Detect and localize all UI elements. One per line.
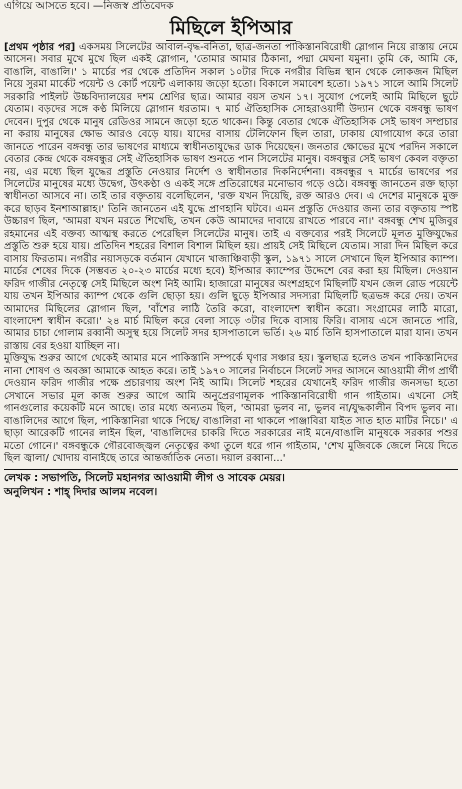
author-credit: লেখক : সভাপতি, সিলেট মহানগর আওয়ামী লীগ ও সাবেক মেয়র। xyxy=(4,472,285,485)
paragraph-2-text: মুক্তিযুদ্ধ শুরুর আগে থেকেই আমার মনে পাকিস্তানি সম্পর্কে ঘৃণার সঞ্চার হয়। স্কুলছাত্র হলেও তখন পাকিস্তানিদের নানা শোষণ ও অবজ্ঞা আমাকে আহত করে। তাই ১৯৭০ সালের নির্বাচনে সিলেট সদর আসনে আওয়ামী লীগ প্রার্থী দেওয়ান ফরিদ গাজীর পক্ষে প্রচারণায় অংশ নিই আমি। সিলেট শহরের যেখানেই ফরিদ গাজীর জনসভা হতো সেখানে সভার মূল কাজ শুরুর আগে আমি অনুপ্রেরণামূলক পাকিস্তানবিরোধী গান গাইতাম। এখনো সেই গানগুলোর কয়েকটি মনে আছে। তার মধ্যে অন্যতম ছিল, 'আমরা ভুলব না, ভুলব না/যুদ্ধকালীন বিপদ ভুলব না। বাঙালিদের আগে ছিল, পাকিস্তানিরা থাকে পিছে/ বাঙালিরা না থাকলে পাঞ্জাবিরা যাইত সাত হাত মাটির নিচে।' এ ছাড়া আরেকটি গানের লাইন ছিল, 'বাঙালিদের চাকরি দিতে সরকারের নাই মনে/বাঙালি মানুষকে সরকার পশুর মতো গোনে।' বঙ্গবন্ধুকে গৌরবোজ্জ্বল নেতৃত্বের কথা তুলে ধরে গান গাইতাম, 'শেখ মুজিবকে জেলে নিয়ে দিতে ছিল জ্বালা/ খোদায় বানাইছে তারে আন্তর্জাতিক নেতা। দয়াল রব্বানা...' xyxy=(4,353,458,464)
previous-article-tail: এগিয়ে আসতে হবে। —নিজস্ব প্রতিবেদক xyxy=(4,0,174,12)
footer-divider xyxy=(4,469,458,470)
article-paragraph-1 xyxy=(4,42,458,353)
continued-from-tag: [প্রথম পৃষ্ঠার পর] xyxy=(4,42,76,53)
paragraph-1-text: একসময় সিলেটের আবাল-বৃদ্ধ-বনিতা, ছাত্র-জনতা পাকিস্তানবিরোধী স্লোগান নিয়ে রাস্তায় নেমে আসেন। সবার মুখে মুখে ছিল একই স্লোগান, 'তোমার আমার ঠিকানা, পদ্মা মেঘনা যমুনা। তুমি কে, আমি কে, বাঙালি, বাঙালি।' ১ মার্চের পর থেকে প্রতিদিন সকাল ১০টার দিকে নগরীর বিভিন্ন স্থান থেকে লোকজন মিছিল নিয়ে সুরমা মার্কেট পয়েন্ট ও কোর্ট পয়েন্ট এলাকায় জড়ো হতো। বিকালে সমাবেশ হতো। ১৯৭১ সালে আমি সিলেট সরকারি পাইলট উচ্চবিদ্যালয়ের দশম শ্রেণির ছাত্র। আমার বয়স তখন ১৭। সুযোগ পেলেই আমি মিছিলে ছুটে যেতাম। বড়দের সঙ্গে কণ্ঠ মিলিয়ে স্লোগান ধরতাম। ৭ মার্চ ঐতিহাসিক সোহরাওয়ার্দী উদ্যান থেকে বঙ্গবন্ধু ভাষণ দেবেন। দুপুর থেকে মানুষ রেডিওর সামনে জড়ো হতে থাকেন। কিন্তু বেতার থেকে ঐতিহাসিক সেই ভাষণ সম্প্রচার না করায় মানুষের ক্ষোভ আরও বেড়ে যায়। যাদের বাসায় টেলিফোন ছিল তারা, ঢাকায় যোগাযোগ করে তারা জানতে পারেন বঙ্গবন্ধু তার ভাষণের মাধ্যমে স্বাধীনতাযুদ্ধের ডাক দিয়েছেন। জনতার ক্ষোভের মুখে পরদিন সকালে বেতার কেন্দ্র থেকে বঙ্গবন্ধুর সেই ঐতিহাসিক ভাষণ শুনতে পান সিলেটের মানুষ। বঙ্গবন্ধুর সেই ভাষণ কেবল বক্তৃতা নয়, এর মধ্যে ছিল যুদ্ধের প্রস্তুতি নেওয়ার নির্দেশ ও স্বাধীনতার দিকনির্দেশনা। বঙ্গবন্ধুর ৭ মার্চের ভাষণের পর সিলেটের মানুষের মধ্যে উদ্বেগ, উৎকণ্ঠা ও একই সঙ্গে প্রতিরোধের মনোভাব গড়ে ওঠে। বঙ্গবন্ধু জানতেন রক্ত ছাড়া স্বাধীনতা আসবে না। তাই তার বক্তৃতায় বলেছিলেন, 'রক্ত যখন দিয়েছি, রক্ত আরও দেব। এ দেশের মানুষকে মুক্ত করে ছাড়ব ইনশাআল্লাহ।' তিনি জানতেন এই যুদ্ধে প্রাণহানি ঘটবে। এমন প্রস্তুতি দেওয়ার জন্য তার বক্তৃতায় স্পষ্ট উচ্চারণ ছিল, 'আমরা যখন মরতে শিখেছি, তখন কেউ আমাদের দাবায়ে রাখতে পারবে না।' বঙ্গবন্ধু শেখ মুজিবুর রহমানের এই বক্তব্য আত্মস্থ করতে পেরেছিল সিলেটের মানুষ। তাই এ বক্তব্যের পরই সিলেটে মূলত মুক্তিযুদ্ধের প্রস্তুতি শুরু হয়ে যায়। প্রতিদিন শহরের বিশাল বিশাল মিছিল হয়। প্রায়ই সেই মিছিলে যেতাম। সারা দিন মিছিল করে বাসায় ফিরতাম। নগরীর নয়াসড়কে বর্তমান যেখানে খাজাঞ্চিবাড়ী স্কুল, ১৯৭১ সালে সেখানে ছিল ইপিআর ক্যাম্প। মার্চের শেষের দিকে (সম্ভবত ২০-২৩ মার্চের মধ্যে হবে) ইপিআর ক্যাম্পের উদ্দেশে বের করা হয় মিছিল। দেওয়ান ফরিদ গাজীর নেতৃত্বে সেই মিছিলে অংশ নিই আমি। হাজারো মানুষের অংশগ্রহণে মিছিলটি যখন জেল রোড পয়েন্টে যায় তখন ইপিআর ক্যাম্প থেকে গুলি ছোড়া হয়। গুলি ছুড়ে ইপিআর সদস্যরা মিছিলটি ছত্রভঙ্গ করে দেয়। তখন আমাদের মিছিলের স্লোগান ছিল, 'বাঁশের লাঠি তৈরি করো, বাংলাদেশ স্বাধীন করো। সংগ্রামের লাঠি মারো, বাংলাদেশ স্বাধীন করো।' ২৪ মার্চ মিছিল করে বেলা সাড়ে ৩টার দিকে বাসায় ফিরি। বাসায় এসে জানতে পারি, আমার চাচা গোলাম রব্বানী অসুস্থ হয়ে সিলেট সদর হাসপাতালে ভর্তি। ২৬ মার্চ তিনি হাসপাতালে মারা যান। তখন রাস্তায় বের হওয়া যাচ্ছিল না। xyxy=(4,42,458,352)
article-body xyxy=(4,42,458,465)
article-headline: মিছিলে ইপিআর xyxy=(166,16,296,41)
headline-container xyxy=(4,16,458,42)
article-paragraph-2 xyxy=(4,353,458,465)
transcriber-credit: অনুলিখন : শাহ্ দিদার আলম নবেল। xyxy=(4,485,158,498)
